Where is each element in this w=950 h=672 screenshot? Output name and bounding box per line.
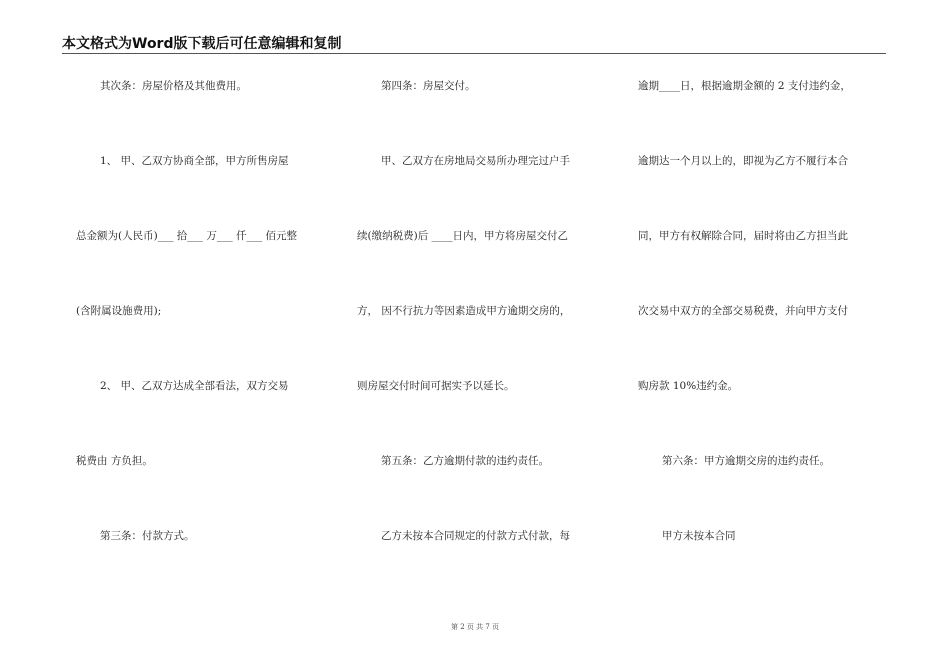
column-2-line-1: 第四条：房屋交付。: [381, 80, 476, 92]
column-1-line-2: 1、 甲、乙双方协商全部，甲方所售房屋: [100, 155, 289, 167]
column-1-line-6: 税费由 方负担。: [76, 455, 153, 467]
column-1-line-7: 第三条：付款方式。: [100, 530, 195, 542]
document-header-title: 本文格式为Word版下载后可任意编辑和复制: [62, 36, 342, 52]
column-2-line-6: 第五条：乙方逾期付款的违约责任。: [381, 455, 549, 467]
column-2-line-5: 则房屋交付时间可据实予以延长。: [357, 380, 515, 392]
column-1-line-3: 总金额为(人民币)___ 拾___ 万___ 仟___ 佰元整: [76, 230, 298, 242]
column-1-line-4: (含附属设施费用);: [76, 305, 162, 317]
header-divider: [62, 53, 886, 54]
column-3-line-6: 第六条：甲方逾期交房的违约责任。: [662, 455, 830, 467]
column-3-line-7: 甲方未按本合同: [662, 530, 736, 542]
column-3-line-2: 逾期达一个月以上的，即视为乙方不履行本合: [638, 155, 848, 167]
column-3-line-4: 次交易中双方的全部交易税费，并向甲方支付: [638, 305, 848, 317]
column-2-line-3: 续(缴纳税费)后 ____日内，甲方将房屋交付乙: [357, 230, 569, 242]
column-2-line-7: 乙方未按本合同规定的付款方式付款，每: [381, 530, 570, 542]
column-3-line-5: 购房款 10%违约金。: [638, 380, 739, 392]
column-1-line-1: 其次条：房屋价格及其他费用。: [100, 80, 247, 92]
column-1-line-5: 2、 甲、乙双方达成全部看法，双方交易: [100, 380, 289, 392]
page-number-footer: 第 2 页 共 7 页: [450, 623, 500, 631]
column-2-line-2: 甲、乙双方在房地局交易所办理完过户手: [381, 155, 570, 167]
column-2-line-4: 方， 因不行抗力等因素造成甲方逾期交房的，: [357, 305, 571, 317]
column-3-line-1: 逾期____日，根据逾期金额的 2 支付违约金，: [638, 80, 851, 92]
column-3-line-3: 同，甲方有权解除合同，届时将由乙方担当此: [638, 230, 848, 242]
